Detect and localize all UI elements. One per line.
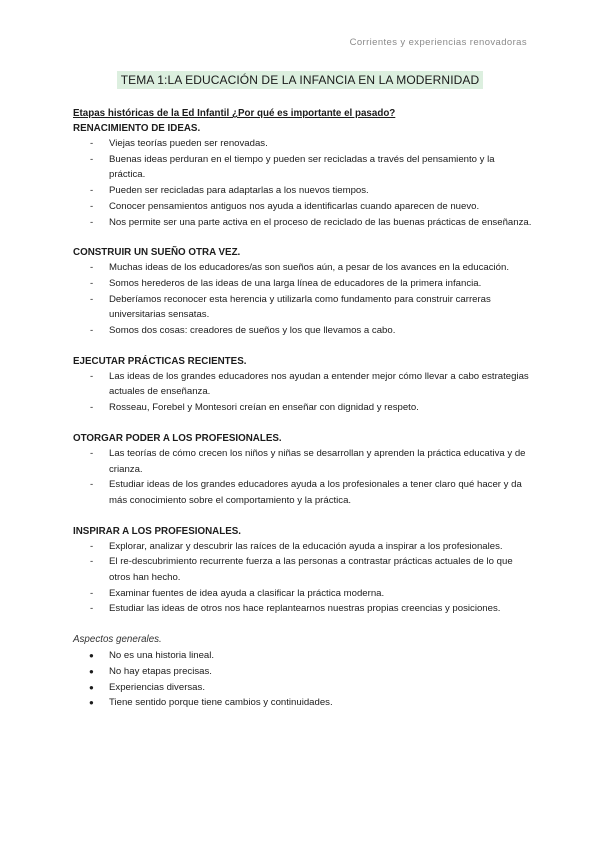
list-item-text: Muchas ideas de los educadores/as son sueños aún, a pesar de los avances en la educación. [109, 262, 510, 274]
section-heading: EJECUTAR PRÁCTICAS RECIENTES. [73, 355, 247, 367]
section-list [73, 446, 533, 509]
list-item [73, 369, 533, 400]
list-item [73, 554, 533, 585]
list-item [73, 215, 533, 231]
list-item-text: Rosseau, Forebel y Montesori creían en enseñar con dignidad y respeto. [109, 402, 419, 414]
list-item-text: No hay etapas precisas. [109, 665, 212, 677]
dash-marker: - [90, 262, 94, 274]
section-list [73, 136, 533, 230]
list-item-text: Experiencias diversas. [109, 681, 205, 693]
section-heading: CONSTRUIR UN SUEÑO OTRA VEZ. [73, 247, 241, 259]
section-list [73, 369, 533, 416]
list-item-text: Deberíamos reconocer esta herencia y utilizarla como fundamento para construir carreras universitarias sensatas. [109, 293, 491, 321]
dash-marker: - [90, 603, 94, 615]
list-item-text: Conocer pensamientos antiguos nos ayuda a identificarlas cuando aparecen de nuevo. [109, 200, 480, 212]
list-item-text: Estudiar las ideas de otros nos hace replantearnos nuestras propias creencias y posiciones. [109, 603, 501, 615]
subtitle: Etapas históricas de la Ed Infantil ¿Por qué es importante el pasado? [73, 108, 396, 119]
list-item-text: Pueden ser recicladas para adaptarlas a los nuevos tiempos. [109, 185, 369, 197]
list-item [73, 664, 533, 680]
list-item-text: Las teorías de cómo crecen los niños y niñas se desarrollan y aprenden la práctica educativa y de crianza. [109, 447, 526, 475]
document-body [73, 107, 533, 711]
section-heading: RENACIMIENTO DE IDEAS. [73, 123, 201, 134]
list-item [73, 601, 533, 617]
section-gap [73, 339, 533, 354]
list-item [73, 586, 533, 602]
list-item-text: Examinar fuentes de idea ayuda a clasificar la práctica moderna. [109, 587, 385, 599]
dash-marker: - [90, 200, 94, 212]
dash-marker: - [90, 402, 94, 414]
list-item [73, 136, 533, 152]
section-list [73, 539, 533, 618]
dash-marker: - [90, 293, 94, 305]
list-item [73, 183, 533, 199]
section-gap [73, 416, 533, 431]
section-list [73, 260, 533, 339]
dash-marker: - [90, 556, 94, 568]
section-gap [73, 230, 533, 245]
running-header: Corrientes y experiencias renovadoras [349, 37, 527, 48]
list-item-text: Explorar, analizar y descubrir las raíces de la educación ayuda a inspirar a los profesionales. [109, 540, 503, 552]
list-item [73, 152, 533, 183]
dash-marker: - [90, 447, 94, 459]
general-list [73, 648, 533, 711]
list-item-text: Tiene sentido porque tiene cambios y continuidades. [109, 697, 333, 709]
list-item [73, 477, 533, 508]
dash-marker: - [90, 325, 94, 337]
bullet-icon: ● [89, 666, 94, 676]
dash-marker: - [90, 138, 94, 149]
list-item [73, 648, 533, 664]
list-item [73, 292, 533, 323]
dash-marker: - [90, 479, 94, 491]
dash-marker: - [90, 587, 94, 599]
list-item-text: Viejas teorías pueden ser renovadas. [109, 138, 268, 149]
list-item [73, 260, 533, 276]
list-item [73, 199, 533, 215]
list-item [73, 276, 533, 292]
list-item-text: Estudiar ideas de los grandes educadores ayuda a los profesionales a tener claro qué hacer y da más conocimiento sobre el comportamiento y la práctica. [109, 479, 522, 506]
list-item-text: Buenas ideas perduran en el tiempo y pueden ser recicladas a través del pensamiento y la práctica. [109, 153, 495, 181]
dash-marker: - [90, 185, 94, 197]
dash-marker: - [90, 370, 94, 382]
title-container [0, 71, 600, 89]
dash-marker: - [90, 540, 94, 552]
general-heading: Aspectos generales. [73, 634, 162, 646]
list-item-text: Nos permite ser una parte activa en el proceso de reciclado de las buenas prácticas de enseñanza. [109, 216, 532, 228]
list-item [73, 680, 533, 696]
section-heading: OTORGAR PODER A LOS PROFESIONALES. [73, 432, 282, 444]
list-item [73, 323, 533, 339]
list-item [73, 446, 533, 477]
dash-marker: - [90, 277, 94, 289]
bullet-icon: ● [89, 698, 94, 708]
list-item [73, 695, 533, 711]
list-item-text: No es una historia lineal. [109, 650, 215, 662]
bullet-icon: ● [89, 682, 94, 692]
sections-container [73, 121, 533, 617]
list-item-text: El re-descubrimiento recurrente fuerza a las personas a contrastar prácticas actuales de lo que otros han hecho. [109, 556, 513, 584]
dash-marker: - [90, 216, 94, 228]
list-item [73, 539, 533, 555]
list-item-text: Somos dos cosas: creadores de sueños y los que llevamos a cabo. [109, 325, 396, 337]
list-item [73, 400, 533, 416]
section-heading: INSPIRAR A LOS PROFESIONALES. [73, 525, 242, 537]
dash-marker: - [90, 153, 94, 165]
section-gap [73, 509, 533, 524]
section-gap [73, 617, 533, 632]
list-item-text: Somos herederos de las ideas de una larga línea de educadores de la primera infancia. [109, 277, 482, 289]
bullet-icon: ● [89, 651, 94, 661]
page-title: TEMA 1:LA EDUCACIÓN DE LA INFANCIA EN LA MODERNIDAD [117, 71, 484, 89]
list-item-text: Las ideas de los grandes educadores nos ayudan a entender mejor cómo llevar a cabo estrategias actuales de enseñanza. [109, 370, 529, 398]
